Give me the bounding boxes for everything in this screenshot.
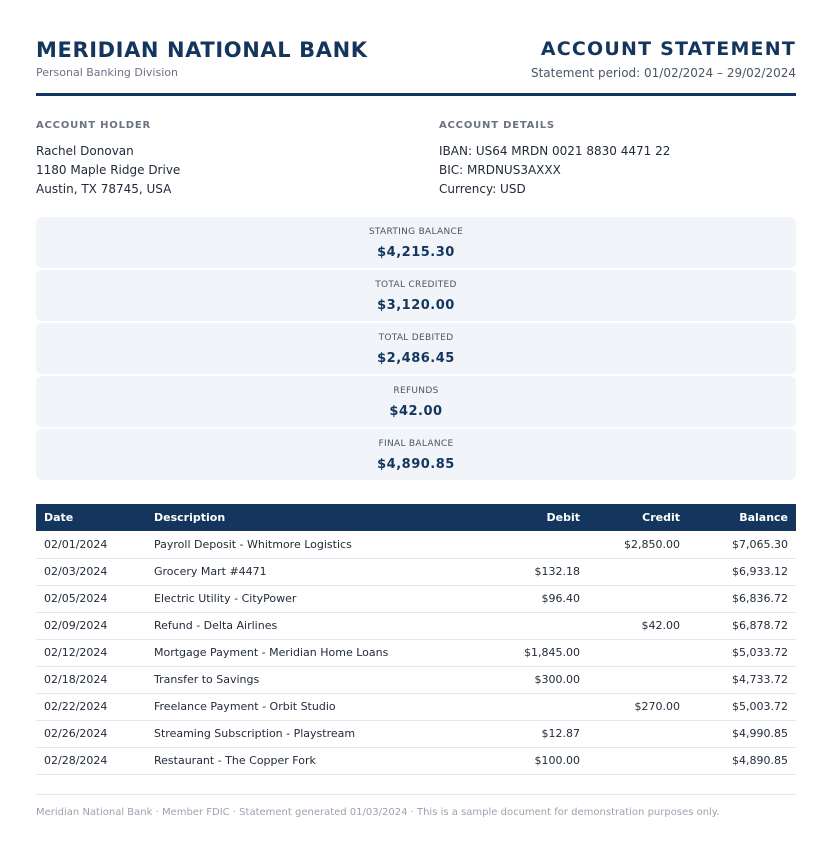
summary-value: $2,486.45 <box>377 351 455 366</box>
table-row <box>36 612 796 639</box>
cell-date: 02/22/2024 <box>36 693 146 720</box>
statement-footer: Meridian National Bank · Member FDIC · Statement generated 01/03/2024 · This is a sample document for demonstration purposes only. <box>36 794 796 818</box>
cell-balance: $5,003.72 <box>688 693 796 720</box>
summary-label: REFUNDS <box>393 386 439 396</box>
cell-credit <box>588 720 688 747</box>
cell-description: Freelance Payment - Orbit Studio <box>146 693 486 720</box>
summary-value: $3,120.00 <box>377 298 455 313</box>
cell-balance: $4,990.85 <box>688 720 796 747</box>
cell-debit: $1,845.00 <box>486 639 588 666</box>
transactions-table <box>36 504 796 775</box>
table-row <box>36 747 796 774</box>
column-header-date: Date <box>36 504 146 531</box>
summary-label: STARTING BALANCE <box>368 227 464 237</box>
cell-debit: $96.40 <box>486 585 588 612</box>
cell-debit: $300.00 <box>486 666 588 693</box>
cell-date: 02/12/2024 <box>36 639 146 666</box>
holder-name: Rachel Donovan <box>36 144 134 158</box>
account-holder-heading: ACCOUNT HOLDER <box>36 120 151 131</box>
summary-card-total-debited <box>36 323 796 374</box>
table-header-row <box>36 504 796 531</box>
balance-summary <box>36 217 796 482</box>
cell-description: Restaurant - The Copper Fork <box>146 747 486 774</box>
table-row <box>36 720 796 747</box>
table-row <box>36 639 796 666</box>
table-row <box>36 531 796 558</box>
cell-description: Payroll Deposit - Whitmore Logistics <box>146 531 486 558</box>
cell-date: 02/09/2024 <box>36 612 146 639</box>
cell-balance: $6,836.72 <box>688 585 796 612</box>
account-currency: Currency: USD <box>439 182 526 196</box>
bank-name: MERIDIAN NATIONAL BANK <box>36 38 368 62</box>
cell-credit <box>588 585 688 612</box>
summary-card-final-balance <box>36 429 796 480</box>
cell-debit: $12.87 <box>486 720 588 747</box>
document-title: ACCOUNT STATEMENT <box>540 38 796 60</box>
cell-date: 02/18/2024 <box>36 666 146 693</box>
cell-credit <box>588 639 688 666</box>
summary-card-starting-balance <box>36 217 796 268</box>
cell-date: 02/05/2024 <box>36 585 146 612</box>
table-row <box>36 585 796 612</box>
cell-date: 02/01/2024 <box>36 531 146 558</box>
statement-period: Statement period: 01/02/2024 – 29/02/2024 <box>530 66 796 80</box>
cell-debit <box>486 531 588 558</box>
holder-city: Austin, TX 78745, USA <box>36 182 172 196</box>
cell-description: Electric Utility - CityPower <box>146 585 486 612</box>
account-bic: BIC: MRDNUS3AXXX <box>439 163 561 177</box>
table-row <box>36 666 796 693</box>
column-header-credit: Credit <box>588 504 688 531</box>
summary-card-refunds <box>36 376 796 427</box>
cell-debit: $100.00 <box>486 747 588 774</box>
cell-debit <box>486 693 588 720</box>
summary-label: TOTAL CREDITED <box>375 280 457 290</box>
cell-date: 02/03/2024 <box>36 558 146 585</box>
account-details-section <box>439 120 819 199</box>
summary-value: $4,890.85 <box>377 457 455 472</box>
summary-label: TOTAL DEBITED <box>378 333 454 343</box>
summary-value: $4,215.30 <box>377 245 455 260</box>
column-header-description: Description <box>146 504 486 531</box>
column-header-balance: Balance <box>688 504 796 531</box>
cell-description: Grocery Mart #4471 <box>146 558 486 585</box>
cell-credit <box>588 747 688 774</box>
cell-description: Mortgage Payment - Meridian Home Loans <box>146 639 486 666</box>
cell-balance: $4,890.85 <box>688 747 796 774</box>
cell-date: 02/28/2024 <box>36 747 146 774</box>
cell-balance: $5,033.72 <box>688 639 796 666</box>
cell-credit: $42.00 <box>588 612 688 639</box>
cell-credit: $270.00 <box>588 693 688 720</box>
cell-description: Refund - Delta Airlines <box>146 612 486 639</box>
cell-debit: $132.18 <box>486 558 588 585</box>
statement-header <box>36 38 796 96</box>
cell-credit <box>588 558 688 585</box>
cell-balance: $6,878.72 <box>688 612 796 639</box>
summary-value: $42.00 <box>389 404 443 419</box>
cell-credit <box>588 666 688 693</box>
cell-debit <box>486 612 588 639</box>
table-row <box>36 693 796 720</box>
account-holder-section <box>36 120 416 199</box>
cell-credit: $2,850.00 <box>588 531 688 558</box>
column-header-debit: Debit <box>486 504 588 531</box>
cell-description: Transfer to Savings <box>146 666 486 693</box>
cell-balance: $4,733.72 <box>688 666 796 693</box>
cell-description: Streaming Subscription - Playstream <box>146 720 486 747</box>
holder-street: 1180 Maple Ridge Drive <box>36 163 181 177</box>
bank-division: Personal Banking Division <box>36 66 178 79</box>
cell-balance: $7,065.30 <box>688 531 796 558</box>
account-iban: IBAN: US64 MRDN 0021 8830 4471 22 <box>439 144 671 158</box>
cell-balance: $6,933.12 <box>688 558 796 585</box>
cell-date: 02/26/2024 <box>36 720 146 747</box>
summary-label: FINAL BALANCE <box>378 439 454 449</box>
summary-card-total-credited <box>36 270 796 321</box>
table-row <box>36 558 796 585</box>
account-details-heading: ACCOUNT DETAILS <box>439 120 555 131</box>
